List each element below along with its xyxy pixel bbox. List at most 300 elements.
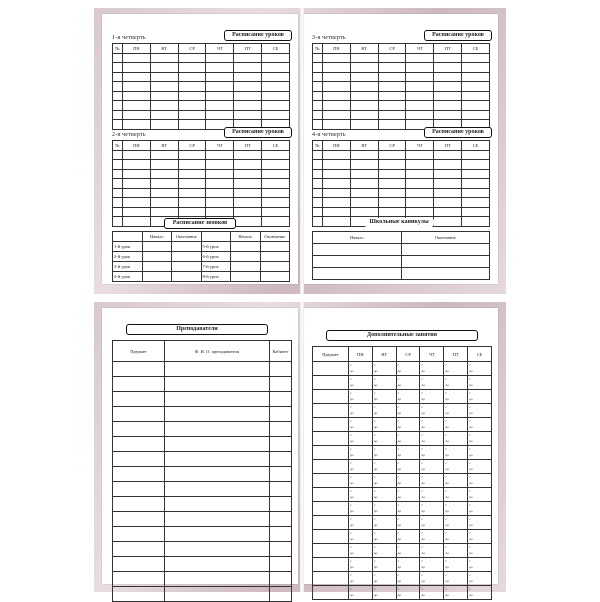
extra-time-cell: [372, 544, 396, 558]
time-from-label: с: [469, 461, 471, 465]
schedule-header-row: [113, 141, 290, 151]
time-to-label: до: [397, 453, 402, 457]
blank-cell: [113, 452, 165, 467]
time-to-label: до: [373, 495, 378, 499]
blank-cell: [350, 198, 378, 208]
schedule-table-q3: [312, 43, 490, 130]
col-sat: СБ: [262, 141, 290, 151]
blank-cell: [401, 268, 490, 280]
blank-cell: [150, 179, 178, 189]
extra-time-cell: [372, 376, 396, 390]
time-from-label: с: [421, 503, 424, 507]
time-to-label: до: [373, 523, 378, 527]
blank-row: [113, 198, 290, 208]
blank-cell: [406, 198, 434, 208]
blank-cell: [206, 53, 234, 63]
blank-cell: [113, 437, 165, 452]
extra-col-fri: ПТ: [444, 347, 468, 362]
blank-row: [313, 63, 490, 73]
time-to-label: до: [373, 509, 378, 513]
col-num: №: [113, 44, 123, 54]
time-to-label: до: [421, 481, 426, 485]
spine-fold: [300, 302, 304, 592]
blank-row: [113, 377, 292, 392]
extra-time-cell: [349, 362, 373, 376]
blank-cell: [123, 120, 151, 130]
time-to-label: до: [397, 481, 402, 485]
time-to-label: до: [350, 439, 354, 443]
lesson-label: 1-й урок: [113, 242, 143, 252]
blank-cell: [165, 377, 270, 392]
blank-cell: [262, 91, 290, 101]
blank-cell: [350, 91, 378, 101]
teachers-col-room: Кабинет: [270, 341, 292, 362]
blank-cell: [270, 542, 292, 557]
blank-cell: [113, 587, 165, 602]
blank-cell: [270, 422, 292, 437]
extra-col-wed: СР: [396, 347, 420, 362]
blank-cell: [313, 110, 323, 120]
extra-subject-cell: [313, 460, 349, 474]
time-to-label: до: [445, 481, 449, 485]
extra-time-cell: [468, 572, 492, 586]
time-from-label: с: [397, 587, 400, 591]
time-to-label: до: [445, 593, 449, 597]
bells-col-end-1: Окончание: [172, 232, 202, 242]
time-from-label: с: [373, 461, 376, 465]
blank-cell: [113, 179, 123, 189]
extra-classes-title: Дополнительные занятия: [326, 330, 478, 341]
extra-time-cell: [468, 432, 492, 446]
blank-cell: [270, 467, 292, 482]
time-to-label: до: [373, 425, 378, 429]
time-to-label: до: [469, 537, 473, 541]
blank-cell: [323, 120, 351, 130]
blank-cell: [378, 53, 406, 63]
col-fri: ПТ: [434, 141, 462, 151]
time-from-label: с: [469, 447, 471, 451]
time-from-label: с: [350, 419, 352, 423]
blank-cell: [262, 82, 290, 92]
page-right-top: [302, 14, 498, 284]
extra-time-cell: [349, 544, 373, 558]
time-to-label: до: [469, 565, 473, 569]
blank-row: [113, 542, 292, 557]
blank-row: [113, 572, 292, 587]
blank-cell: [234, 72, 262, 82]
time-to-label: до: [350, 411, 354, 415]
time-from-label: с: [350, 587, 352, 591]
extra-time-cell: [444, 488, 468, 502]
blank-cell: [323, 169, 351, 179]
blank-cell: [150, 101, 178, 111]
time-to-label: до: [397, 369, 402, 373]
blank-cell: [206, 63, 234, 73]
teachers-table: [112, 340, 292, 602]
time-from-label: с: [373, 475, 376, 479]
bells-col-end-2: Окончание: [260, 232, 290, 242]
time-to-label: до: [445, 453, 449, 457]
time-from-label: с: [373, 587, 376, 591]
extra-time-cell: [444, 376, 468, 390]
blank-cell: [206, 179, 234, 189]
extra-time-cell: [396, 390, 420, 404]
blank-row: [113, 437, 292, 452]
blank-cell: [150, 53, 178, 63]
blank-cell: [262, 150, 290, 160]
bells-cell: [142, 242, 172, 252]
extra-time-cell: [444, 460, 468, 474]
blank-cell: [165, 557, 270, 572]
blank-cell: [234, 53, 262, 63]
teachers-header-row: [113, 341, 292, 362]
extra-row: [313, 404, 492, 418]
extra-time-cell: [444, 418, 468, 432]
extra-time-cell: [349, 474, 373, 488]
blank-cell: [113, 362, 165, 377]
time-from-label: с: [397, 433, 400, 437]
time-to-label: до: [421, 523, 426, 527]
time-to-label: до: [469, 509, 473, 513]
blank-row: [313, 256, 490, 268]
time-to-label: до: [373, 593, 378, 597]
time-to-label: до: [350, 537, 354, 541]
time-to-label: до: [445, 467, 449, 471]
extra-time-cell: [396, 488, 420, 502]
col-mon: ПН: [123, 141, 151, 151]
lesson-label: 3-й урок: [113, 262, 143, 272]
blank-cell: [323, 82, 351, 92]
extra-time-cell: [396, 404, 420, 418]
blank-row: [113, 101, 290, 111]
blank-cell: [123, 217, 151, 227]
blank-cell: [313, 101, 323, 111]
time-from-label: с: [373, 363, 376, 367]
extra-row: [313, 544, 492, 558]
col-wed: СР: [178, 141, 206, 151]
blank-cell: [113, 527, 165, 542]
teachers-col-name: Ф. И. О. преподавателя: [165, 341, 270, 362]
extra-time-cell: [420, 502, 444, 516]
blank-cell: [234, 179, 262, 189]
blank-cell: [434, 63, 462, 73]
blank-cell: [406, 110, 434, 120]
blank-cell: [150, 91, 178, 101]
extra-row: [313, 530, 492, 544]
time-from-label: с: [350, 475, 352, 479]
time-from-label: с: [469, 559, 471, 563]
col-thu: ЧТ: [406, 44, 434, 54]
blank-row: [313, 101, 490, 111]
time-from-label: с: [469, 503, 471, 507]
blank-row: [113, 362, 292, 377]
time-from-label: с: [397, 517, 400, 521]
time-from-label: с: [373, 419, 376, 423]
time-to-label: до: [421, 593, 426, 597]
blank-cell: [262, 101, 290, 111]
time-from-label: с: [421, 363, 424, 367]
extra-subject-cell: [313, 362, 349, 376]
lesson-label: 7-й урок: [201, 262, 231, 272]
blank-cell: [234, 91, 262, 101]
blank-row: [313, 179, 490, 189]
extra-time-cell: [468, 390, 492, 404]
blank-cell: [113, 572, 165, 587]
extra-row: [313, 502, 492, 516]
blank-cell: [401, 244, 490, 256]
extra-row: [313, 516, 492, 530]
extra-time-cell: [444, 544, 468, 558]
blank-cell: [123, 91, 151, 101]
blank-row: [313, 268, 490, 280]
col-mon: ПН: [123, 44, 151, 54]
extra-time-cell: [396, 558, 420, 572]
blank-cell: [462, 53, 490, 63]
extra-time-cell: [372, 558, 396, 572]
blank-row: [113, 512, 292, 527]
col-fri: ПТ: [234, 141, 262, 151]
blank-cell: [262, 179, 290, 189]
blank-cell: [406, 188, 434, 198]
extra-time-cell: [468, 488, 492, 502]
bells-cell: [260, 272, 290, 282]
time-from-label: с: [350, 447, 352, 451]
time-to-label: до: [373, 467, 378, 471]
time-from-label: с: [397, 531, 400, 535]
extra-time-cell: [420, 488, 444, 502]
blank-row: [313, 72, 490, 82]
bells-cell: [172, 252, 202, 262]
time-to-label: до: [445, 551, 449, 555]
time-to-label: до: [350, 593, 354, 597]
time-to-label: до: [469, 425, 473, 429]
time-from-label: с: [469, 545, 471, 549]
blank-cell: [462, 150, 490, 160]
blank-cell: [234, 207, 262, 217]
blank-cell: [323, 198, 351, 208]
blank-cell: [462, 198, 490, 208]
time-from-label: с: [469, 573, 471, 577]
time-from-label: с: [469, 391, 471, 395]
blank-cell: [178, 82, 206, 92]
bells-cell: [260, 262, 290, 272]
blank-cell: [262, 217, 290, 227]
extra-header-row: [313, 347, 492, 362]
teachers-title: Преподаватели: [126, 324, 268, 335]
blank-cell: [462, 110, 490, 120]
blank-cell: [113, 188, 123, 198]
time-from-label: с: [421, 587, 424, 591]
extra-time-cell: [349, 488, 373, 502]
extra-time-cell: [444, 404, 468, 418]
extra-time-cell: [396, 432, 420, 446]
extra-row: [313, 432, 492, 446]
blank-cell: [323, 160, 351, 170]
extra-time-cell: [372, 474, 396, 488]
bells-cell: [231, 262, 261, 272]
page-right-bottom: [302, 308, 498, 597]
blank-cell: [178, 91, 206, 101]
blank-cell: [113, 169, 123, 179]
blank-cell: [123, 101, 151, 111]
blank-cell: [434, 82, 462, 92]
blank-cell: [123, 150, 151, 160]
blank-cell: [178, 169, 206, 179]
extra-row: [313, 418, 492, 432]
blank-cell: [462, 72, 490, 82]
time-to-label: до: [397, 537, 402, 541]
time-from-label: с: [421, 405, 424, 409]
blank-row: [113, 179, 290, 189]
time-from-label: с: [397, 377, 400, 381]
blank-cell: [150, 110, 178, 120]
time-to-label: до: [350, 579, 354, 583]
extra-time-cell: [420, 586, 444, 600]
time-to-label: до: [421, 467, 426, 471]
bells-cell: [231, 272, 261, 282]
time-to-label: до: [350, 467, 354, 471]
extra-time-cell: [396, 530, 420, 544]
col-num: №: [113, 141, 123, 151]
blank-cell: [462, 169, 490, 179]
time-to-label: до: [373, 565, 378, 569]
blank-cell: [113, 497, 165, 512]
extra-time-cell: [468, 502, 492, 516]
blank-cell: [113, 482, 165, 497]
blank-cell: [350, 120, 378, 130]
blank-cell: [262, 160, 290, 170]
page-left-top: [102, 14, 298, 284]
bells-col-start-1: Начало: [142, 232, 172, 242]
blank-cell: [378, 160, 406, 170]
time-from-label: с: [350, 573, 352, 577]
extra-row: [313, 572, 492, 586]
blank-cell: [262, 53, 290, 63]
time-to-label: до: [373, 383, 378, 387]
blank-cell: [113, 217, 123, 227]
extra-time-cell: [396, 418, 420, 432]
blank-cell: [406, 63, 434, 73]
time-to-label: до: [373, 453, 378, 457]
extra-time-cell: [349, 460, 373, 474]
blank-cell: [113, 150, 123, 160]
blank-row: [113, 160, 290, 170]
blank-cell: [150, 188, 178, 198]
blank-row: [113, 422, 292, 437]
blank-cell: [262, 207, 290, 217]
bells-header-row: [113, 232, 290, 242]
extra-time-cell: [468, 516, 492, 530]
blank-cell: [150, 63, 178, 73]
bells-cell: [231, 252, 261, 262]
blank-cell: [165, 437, 270, 452]
blank-cell: [434, 217, 462, 227]
blank-cell: [462, 63, 490, 73]
quarter-label-3: 3-я четверть: [312, 35, 346, 41]
time-from-label: с: [421, 489, 424, 493]
extra-time-cell: [396, 376, 420, 390]
time-to-label: до: [397, 439, 402, 443]
time-to-label: до: [445, 579, 449, 583]
blank-cell: [350, 179, 378, 189]
blank-cell: [323, 207, 351, 217]
time-from-label: с: [373, 545, 376, 549]
time-from-label: с: [445, 545, 447, 549]
extra-subject-cell: [313, 488, 349, 502]
time-to-label: до: [397, 467, 402, 471]
extra-time-cell: [444, 446, 468, 460]
blank-row: [113, 452, 292, 467]
extra-row: [313, 390, 492, 404]
blank-cell: [113, 63, 123, 73]
blank-cell: [206, 82, 234, 92]
extra-time-cell: [372, 362, 396, 376]
col-tue: ВТ: [350, 44, 378, 54]
blank-cell: [434, 72, 462, 82]
blank-row: [113, 587, 292, 602]
time-from-label: с: [350, 517, 352, 521]
blank-cell: [206, 101, 234, 111]
blank-cell: [406, 91, 434, 101]
blank-cell: [178, 101, 206, 111]
extra-time-cell: [468, 530, 492, 544]
blank-cell: [113, 120, 123, 130]
extra-time-cell: [372, 390, 396, 404]
blank-cell: [165, 542, 270, 557]
bells-row: [113, 242, 290, 252]
time-from-label: с: [373, 391, 376, 395]
blank-cell: [406, 160, 434, 170]
blank-cell: [178, 120, 206, 130]
time-to-label: до: [469, 397, 473, 401]
time-from-label: с: [469, 363, 471, 367]
extra-time-cell: [349, 404, 373, 418]
blank-cell: [234, 160, 262, 170]
time-to-label: до: [397, 425, 402, 429]
extra-time-cell: [396, 502, 420, 516]
blank-row: [313, 207, 490, 217]
extra-subject-cell: [313, 404, 349, 418]
blank-row: [113, 467, 292, 482]
time-from-label: с: [373, 405, 376, 409]
extra-time-cell: [372, 516, 396, 530]
blank-cell: [270, 572, 292, 587]
bells-row: [113, 262, 290, 272]
blank-cell: [434, 150, 462, 160]
notebook-spread-top: [94, 8, 506, 294]
extra-col-subject: Предмет: [313, 347, 349, 362]
extra-time-cell: [349, 558, 373, 572]
extra-time-cell: [372, 572, 396, 586]
bells-title: Расписание звонков: [164, 218, 236, 229]
schedule-table-q2: [112, 140, 290, 227]
blank-cell: [270, 407, 292, 422]
blank-cell: [206, 207, 234, 217]
blank-cell: [234, 82, 262, 92]
blank-cell: [206, 110, 234, 120]
col-fri: ПТ: [234, 44, 262, 54]
blank-cell: [206, 91, 234, 101]
blank-cell: [206, 150, 234, 160]
blank-cell: [270, 452, 292, 467]
blank-cell: [378, 188, 406, 198]
time-from-label: с: [397, 475, 400, 479]
time-from-label: с: [469, 475, 471, 479]
blank-cell: [323, 217, 351, 227]
time-from-label: с: [421, 559, 424, 563]
blank-cell: [378, 150, 406, 160]
col-wed: СР: [378, 141, 406, 151]
